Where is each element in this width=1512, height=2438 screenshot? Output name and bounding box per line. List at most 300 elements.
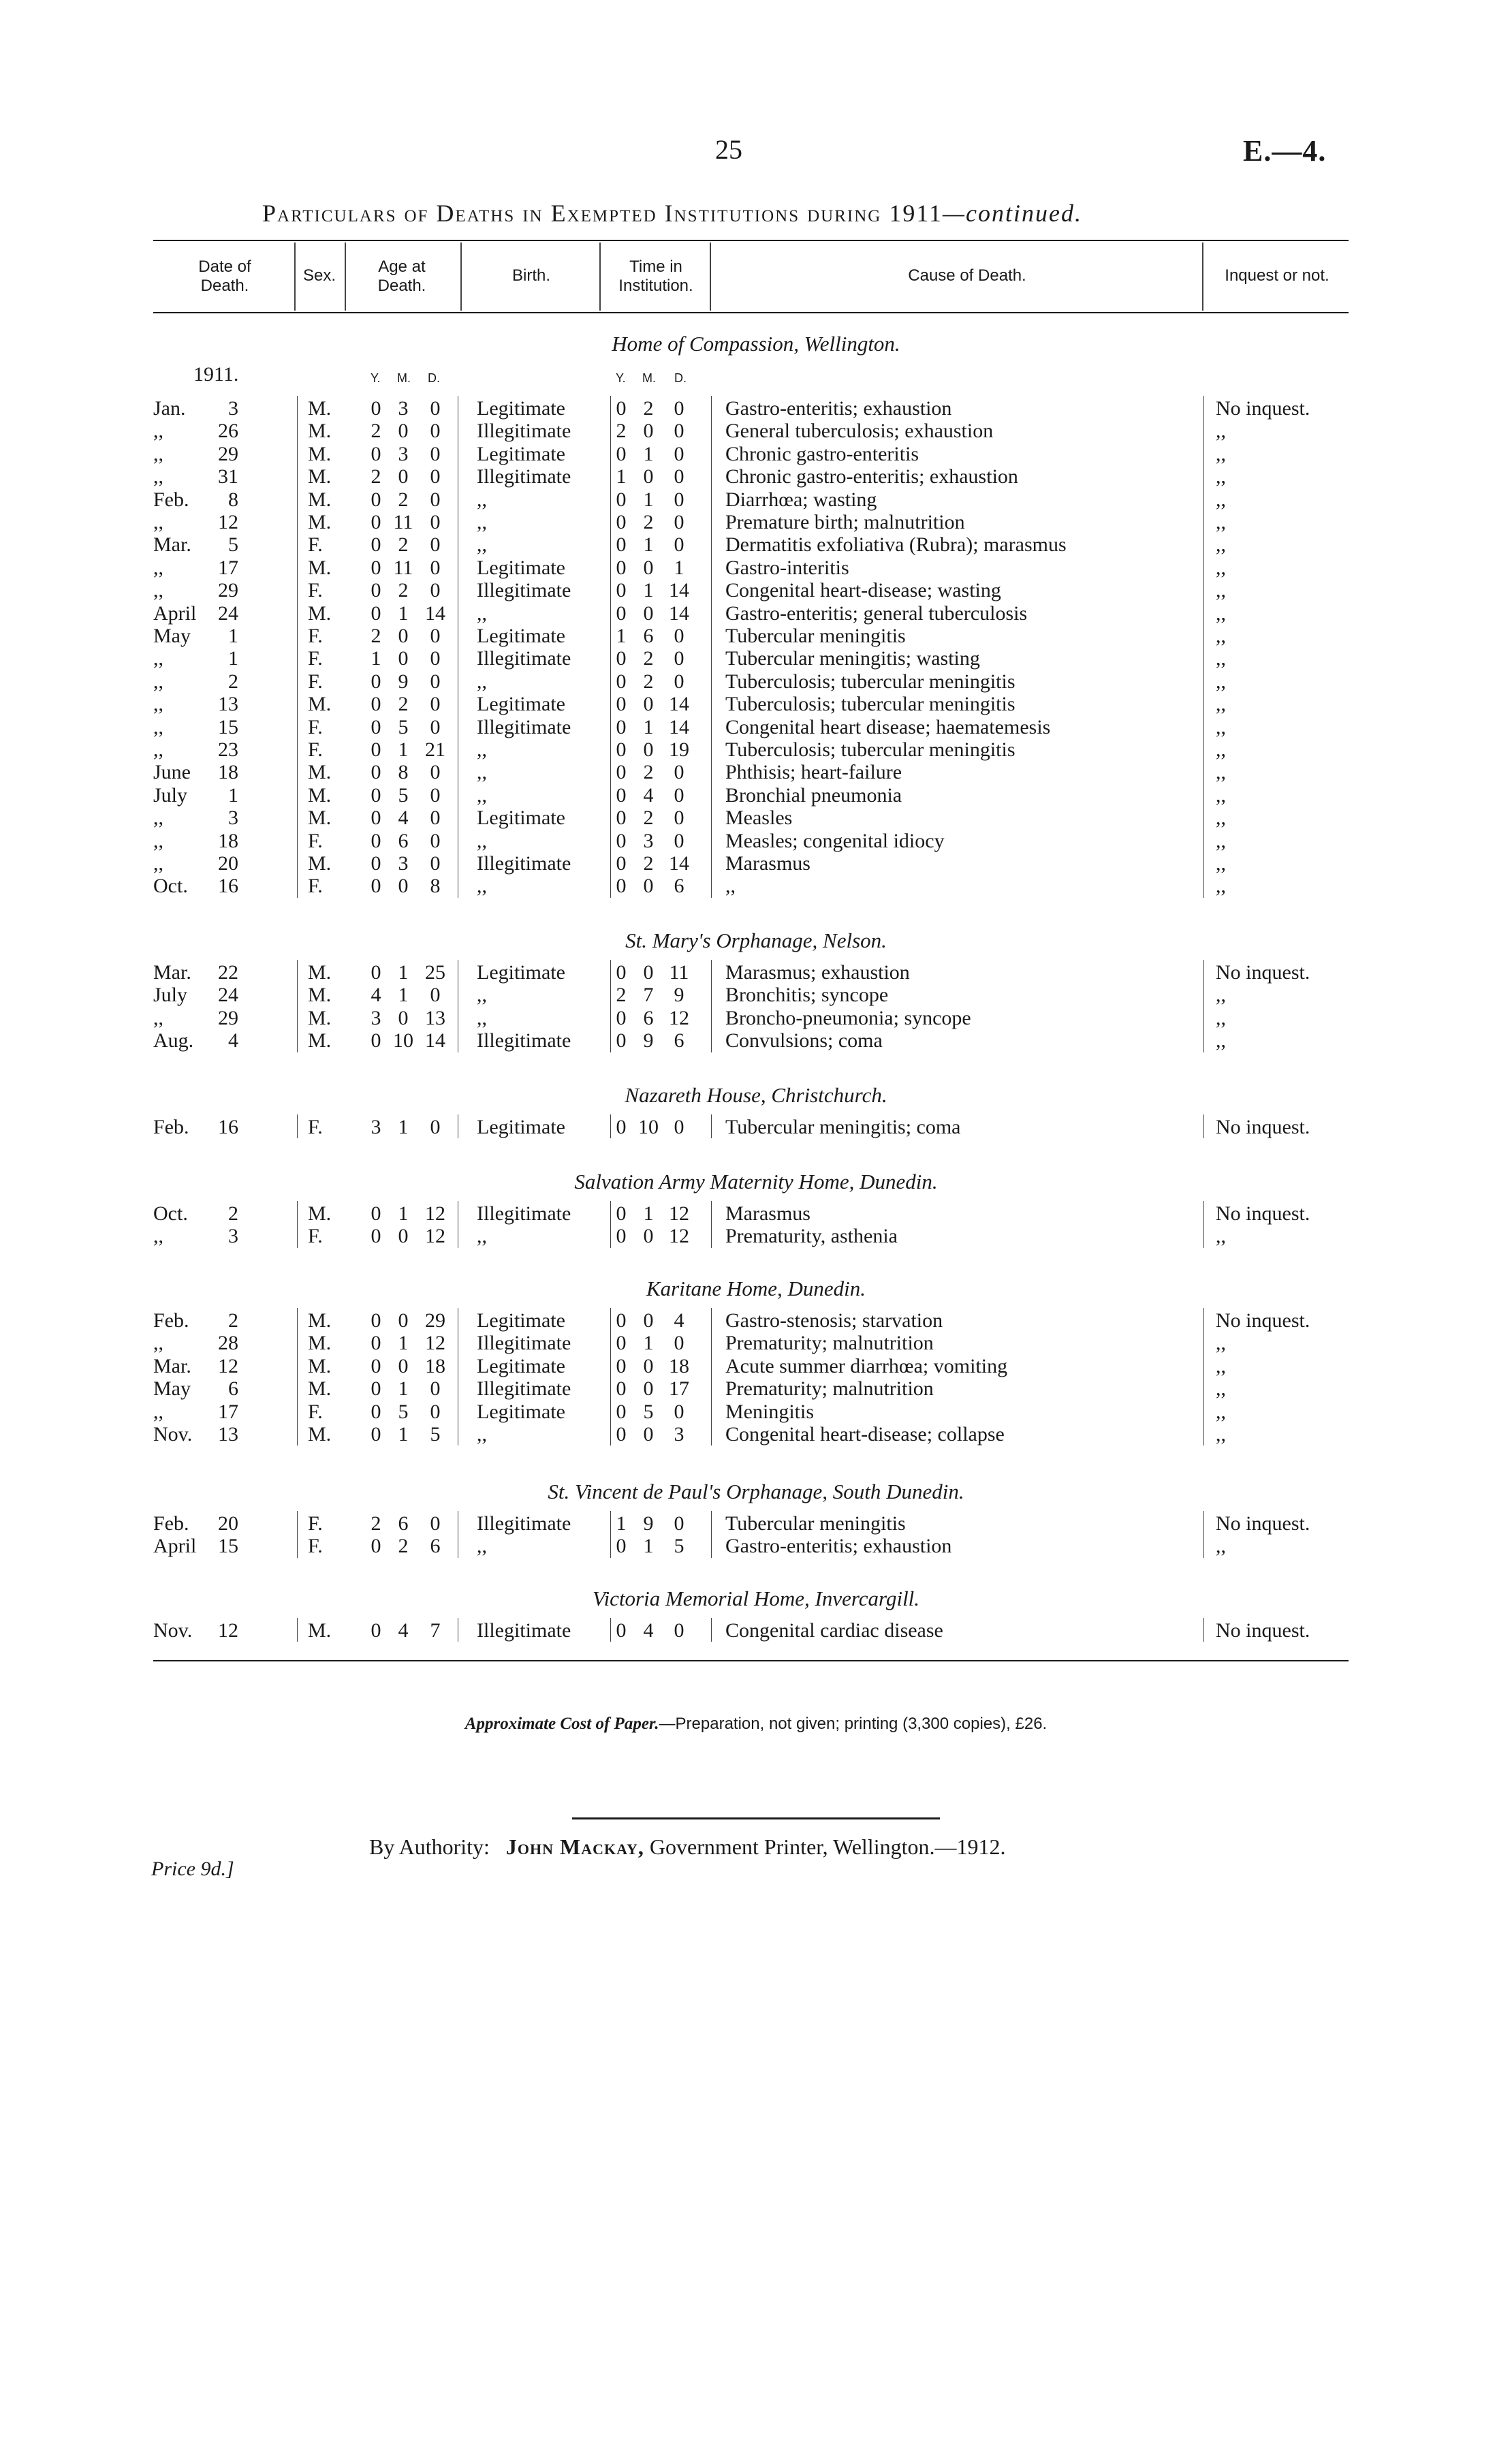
age-months: 6 bbox=[398, 829, 409, 852]
cause-cell: Congenital heart-disease; wasting bbox=[725, 579, 1001, 602]
cause-cell: Marasmus bbox=[725, 1202, 810, 1225]
time-m-label: M. bbox=[642, 371, 656, 385]
age-days: 0 bbox=[430, 579, 441, 602]
death-month: ,, bbox=[153, 442, 163, 465]
sex-cell: F. bbox=[308, 579, 323, 602]
death-month: May bbox=[153, 1377, 191, 1401]
time-years: 0 bbox=[616, 511, 627, 533]
age-years: 0 bbox=[371, 397, 381, 420]
cause-cell: ,, bbox=[725, 875, 736, 898]
authority-name: John Mackay, bbox=[505, 1834, 644, 1859]
age-years: 2 bbox=[371, 1512, 381, 1535]
age-months: 1 bbox=[398, 1202, 409, 1225]
time-months: 1 bbox=[643, 1535, 654, 1558]
cause-cell: General tuberculosis; exhaustion bbox=[725, 420, 994, 443]
birth-cell: Legitimate bbox=[477, 442, 565, 465]
age-years: 0 bbox=[371, 1309, 381, 1332]
inquest-cell: ,, bbox=[1216, 625, 1226, 647]
time-years: 0 bbox=[616, 1332, 627, 1355]
cause-cell: Tubercular meningitis; wasting bbox=[725, 647, 980, 670]
age-years: 0 bbox=[371, 1332, 381, 1355]
birth-cell: ,, bbox=[477, 533, 487, 557]
time-years: 0 bbox=[616, 852, 627, 875]
time-months: 0 bbox=[643, 1309, 654, 1332]
age-days: 0 bbox=[430, 829, 441, 852]
time-years: 1 bbox=[616, 1512, 627, 1535]
age-days: 0 bbox=[430, 761, 441, 784]
sex-cell: M. bbox=[308, 442, 332, 465]
table-row bbox=[0, 761, 1512, 783]
age-years: 0 bbox=[371, 579, 381, 602]
time-days: 0 bbox=[674, 1116, 684, 1138]
time-months: 0 bbox=[643, 420, 654, 443]
death-day: 8 bbox=[228, 488, 238, 511]
inquest-cell: ,, bbox=[1216, 984, 1226, 1007]
sex-cell: M. bbox=[308, 488, 332, 511]
age-days: 14 bbox=[425, 601, 445, 625]
cause-cell: Gastro-enteritis; exhaustion bbox=[725, 1535, 952, 1558]
time-months: 1 bbox=[643, 442, 654, 465]
time-days: 0 bbox=[674, 465, 684, 488]
inquest-cell: ,, bbox=[1216, 420, 1226, 443]
inquest-cell: ,, bbox=[1216, 783, 1226, 807]
time-days: 11 bbox=[669, 961, 689, 984]
table-row bbox=[0, 1202, 1512, 1225]
time-months: 0 bbox=[643, 1423, 654, 1445]
sex-cell: M. bbox=[308, 961, 332, 984]
cause-cell: Gastro-enteritis; general tuberculosis bbox=[725, 601, 1028, 625]
time-months: 2 bbox=[643, 761, 654, 784]
sex-cell: F. bbox=[308, 625, 323, 647]
time-days: 3 bbox=[674, 1423, 684, 1445]
age-days: 25 bbox=[425, 961, 445, 984]
age-months: 0 bbox=[398, 625, 409, 647]
sex-cell: F. bbox=[308, 647, 323, 670]
birth-cell: Legitimate bbox=[477, 693, 565, 716]
sex-cell: M. bbox=[308, 783, 332, 807]
death-month: ,, bbox=[153, 807, 163, 830]
age-months: 6 bbox=[398, 1512, 409, 1535]
death-day: 24 bbox=[218, 984, 238, 1007]
age-days: 0 bbox=[430, 783, 441, 807]
birth-cell: Legitimate bbox=[477, 807, 565, 830]
cause-cell: Acute summer diarrhœa; vomiting bbox=[725, 1354, 1008, 1377]
header-age: Age at Death. bbox=[377, 257, 426, 295]
time-days: 0 bbox=[674, 511, 684, 533]
table-row bbox=[0, 670, 1512, 693]
sex-cell: M. bbox=[308, 420, 332, 443]
table-row bbox=[0, 1423, 1512, 1445]
age-years: 0 bbox=[371, 783, 381, 807]
cause-cell: Tubercular meningitis bbox=[725, 625, 906, 647]
inquest-cell: ,, bbox=[1216, 852, 1226, 875]
birth-cell: Legitimate bbox=[477, 556, 565, 579]
age-years: 0 bbox=[371, 488, 381, 511]
authority-suffix: Government Printer, Wellington.—1912. bbox=[649, 1834, 1006, 1859]
time-years: 2 bbox=[616, 984, 627, 1007]
time-years: 0 bbox=[616, 1029, 627, 1052]
time-years: 1 bbox=[616, 465, 627, 488]
birth-cell: ,, bbox=[477, 783, 487, 807]
age-months: 0 bbox=[398, 647, 409, 670]
age-months: 3 bbox=[398, 442, 409, 465]
birth-cell: Illegitimate bbox=[477, 1619, 571, 1642]
inquest-cell: ,, bbox=[1216, 1006, 1226, 1029]
time-years: 0 bbox=[616, 1423, 627, 1445]
time-years: 0 bbox=[616, 1535, 627, 1558]
age-days: 0 bbox=[430, 1116, 441, 1138]
table-row bbox=[0, 465, 1512, 488]
table-row bbox=[0, 625, 1512, 647]
time-months: 1 bbox=[643, 1332, 654, 1355]
death-month: Mar. bbox=[153, 1354, 191, 1377]
table-bottom-rule bbox=[153, 1660, 1349, 1661]
table-row bbox=[0, 875, 1512, 897]
time-years: 0 bbox=[616, 1354, 627, 1377]
age-years: 0 bbox=[371, 738, 381, 761]
table-row bbox=[0, 602, 1512, 625]
time-days: 0 bbox=[674, 1512, 684, 1535]
inquest-cell: ,, bbox=[1216, 1354, 1226, 1377]
sex-cell: M. bbox=[308, 1377, 332, 1401]
inquest-cell: ,, bbox=[1216, 556, 1226, 579]
death-month: ,, bbox=[153, 647, 163, 670]
death-month: ,, bbox=[153, 829, 163, 852]
birth-cell: Illegitimate bbox=[477, 420, 571, 443]
sex-cell: F. bbox=[308, 875, 323, 898]
table-row bbox=[0, 511, 1512, 533]
cost-note bbox=[0, 1715, 1512, 1734]
institution-title: St. Vincent de Paul's Orphanage, South Dunedin. bbox=[548, 1480, 964, 1503]
death-month: Mar. bbox=[153, 961, 191, 984]
time-days: 14 bbox=[669, 852, 689, 875]
inquest-cell: ,, bbox=[1216, 1400, 1226, 1423]
death-day: 16 bbox=[218, 1116, 238, 1138]
time-months: 0 bbox=[643, 1354, 654, 1377]
time-days: 0 bbox=[674, 420, 684, 443]
age-days: 0 bbox=[430, 465, 441, 488]
inquest-cell: ,, bbox=[1216, 579, 1226, 602]
death-month: Mar. bbox=[153, 533, 191, 557]
age-months: 0 bbox=[398, 875, 409, 898]
header-divider bbox=[1202, 243, 1203, 311]
death-month: April bbox=[153, 601, 197, 625]
inquest-cell: ,, bbox=[1216, 1225, 1226, 1248]
time-months: 1 bbox=[643, 533, 654, 557]
sex-cell: F. bbox=[308, 829, 323, 852]
cause-cell: Marasmus; exhaustion bbox=[725, 961, 910, 984]
inquest-cell: ,, bbox=[1216, 465, 1226, 488]
header-sex: Sex. bbox=[302, 266, 336, 285]
time-years: 0 bbox=[616, 1377, 627, 1401]
age-years: 0 bbox=[371, 1423, 381, 1445]
cause-cell: Measles; congenital idiocy bbox=[725, 829, 945, 852]
sex-cell: M. bbox=[308, 1029, 332, 1052]
age-years: 0 bbox=[371, 1535, 381, 1558]
sex-cell: M. bbox=[308, 1332, 332, 1355]
time-years: 0 bbox=[616, 1225, 627, 1248]
death-month: Oct. bbox=[153, 1202, 188, 1225]
inquest-cell: No inquest. bbox=[1216, 1309, 1310, 1332]
age-days: 8 bbox=[430, 875, 441, 898]
time-years: 0 bbox=[616, 579, 627, 602]
table-row bbox=[0, 807, 1512, 829]
death-day: 12 bbox=[218, 1354, 238, 1377]
inquest-cell: No inquest. bbox=[1216, 961, 1310, 984]
sex-cell: F. bbox=[308, 1535, 323, 1558]
age-months: 0 bbox=[398, 1309, 409, 1332]
time-months: 0 bbox=[643, 693, 654, 716]
time-years: 0 bbox=[616, 829, 627, 852]
death-month: Feb. bbox=[153, 1512, 189, 1535]
cause-cell: Bronchial pneumonia bbox=[725, 783, 902, 807]
time-days: 0 bbox=[674, 1400, 684, 1423]
sex-cell: M. bbox=[308, 693, 332, 716]
cause-cell: Diarrhœa; wasting bbox=[725, 488, 877, 511]
time-years: 0 bbox=[616, 1309, 627, 1332]
time-days: 4 bbox=[674, 1309, 684, 1332]
time-months: 1 bbox=[643, 579, 654, 602]
inquest-cell: ,, bbox=[1216, 601, 1226, 625]
death-month: Oct. bbox=[153, 875, 188, 898]
death-day: 31 bbox=[218, 465, 238, 488]
cause-cell: Gastro-enteritis; exhaustion bbox=[725, 397, 952, 420]
inquest-cell: ,, bbox=[1216, 807, 1226, 830]
death-day: 29 bbox=[218, 1006, 238, 1029]
inquest-cell: ,, bbox=[1216, 1535, 1226, 1558]
time-days: 14 bbox=[669, 715, 689, 738]
table-row bbox=[0, 852, 1512, 875]
death-day: 2 bbox=[228, 670, 238, 693]
header-divider bbox=[710, 243, 711, 311]
time-years: 0 bbox=[616, 1006, 627, 1029]
death-day: 1 bbox=[228, 647, 238, 670]
table-row bbox=[0, 557, 1512, 579]
inquest-cell: ,, bbox=[1216, 670, 1226, 693]
time-y-label: Y. bbox=[616, 371, 626, 385]
table-row bbox=[0, 784, 1512, 807]
death-day: 3 bbox=[228, 807, 238, 830]
time-months: 1 bbox=[643, 488, 654, 511]
death-day: 13 bbox=[218, 1423, 238, 1445]
cause-cell: Tuberculosis; tubercular meningitis bbox=[725, 670, 1015, 693]
age-months: 4 bbox=[398, 1619, 409, 1642]
time-days: 0 bbox=[674, 783, 684, 807]
cause-cell: Congenital heart disease; haematemesis bbox=[725, 715, 1051, 738]
age-months: 10 bbox=[393, 1029, 413, 1052]
age-months: 1 bbox=[398, 1332, 409, 1355]
cause-cell: Congenital heart-disease; collapse bbox=[725, 1423, 1005, 1445]
table-row bbox=[0, 1535, 1512, 1557]
sex-cell: M. bbox=[308, 807, 332, 830]
sex-cell: M. bbox=[308, 465, 332, 488]
table-row bbox=[0, 1225, 1512, 1247]
inquest-cell: ,, bbox=[1216, 1377, 1226, 1401]
age-years: 0 bbox=[371, 807, 381, 830]
page-title bbox=[262, 199, 1082, 228]
cause-cell: Gastro-stenosis; starvation bbox=[725, 1309, 943, 1332]
death-month: May bbox=[153, 625, 191, 647]
age-months: 11 bbox=[393, 556, 413, 579]
death-month: July bbox=[153, 783, 188, 807]
age-years: 1 bbox=[371, 647, 381, 670]
age-years: 0 bbox=[371, 1202, 381, 1225]
sex-cell: M. bbox=[308, 1423, 332, 1445]
institution-title: Karitane Home, Dunedin. bbox=[646, 1277, 866, 1300]
birth-cell: Illegitimate bbox=[477, 647, 571, 670]
death-day: 16 bbox=[218, 875, 238, 898]
age-days: 6 bbox=[430, 1535, 441, 1558]
death-month: ,, bbox=[153, 1400, 163, 1423]
death-month: Feb. bbox=[153, 1116, 189, 1138]
time-years: 0 bbox=[616, 533, 627, 557]
age-months: 2 bbox=[398, 693, 409, 716]
age-years: 0 bbox=[371, 961, 381, 984]
age-years: 3 bbox=[371, 1116, 381, 1138]
age-days: 7 bbox=[430, 1619, 441, 1642]
table-row bbox=[0, 488, 1512, 511]
time-years: 0 bbox=[616, 601, 627, 625]
death-day: 20 bbox=[218, 852, 238, 875]
time-days: 9 bbox=[674, 984, 684, 1007]
cause-cell: Broncho-pneumonia; syncope bbox=[725, 1006, 971, 1029]
time-years: 0 bbox=[616, 1400, 627, 1423]
death-day: 5 bbox=[228, 533, 238, 557]
age-years: 0 bbox=[371, 1377, 381, 1401]
age-days: 29 bbox=[425, 1309, 445, 1332]
time-years: 0 bbox=[616, 1116, 627, 1138]
death-month: ,, bbox=[153, 420, 163, 443]
cause-cell: Chronic gastro-enteritis; exhaustion bbox=[725, 465, 1018, 488]
age-years: 2 bbox=[371, 625, 381, 647]
death-day: 18 bbox=[218, 761, 238, 784]
sex-cell: M. bbox=[308, 761, 332, 784]
table-row bbox=[0, 1029, 1512, 1052]
time-months: 0 bbox=[643, 738, 654, 761]
death-month: ,, bbox=[153, 852, 163, 875]
time-months: 5 bbox=[643, 1400, 654, 1423]
age-days: 0 bbox=[430, 533, 441, 557]
inquest-cell: ,, bbox=[1216, 738, 1226, 761]
death-day: 1 bbox=[228, 783, 238, 807]
death-month: ,, bbox=[153, 465, 163, 488]
time-months: 0 bbox=[643, 875, 654, 898]
age-years: 0 bbox=[371, 693, 381, 716]
cause-cell: Dermatitis exfoliativa (Rubra); marasmus bbox=[725, 533, 1067, 557]
age-years: 0 bbox=[371, 1354, 381, 1377]
age-years: 0 bbox=[371, 670, 381, 693]
sex-cell: F. bbox=[308, 715, 323, 738]
age-years: 0 bbox=[371, 761, 381, 784]
death-day: 3 bbox=[228, 1225, 238, 1248]
cause-cell: Gastro-interitis bbox=[725, 556, 849, 579]
time-days: 14 bbox=[669, 579, 689, 602]
age-days: 0 bbox=[430, 442, 441, 465]
age-months: 1 bbox=[398, 1423, 409, 1445]
time-months: 0 bbox=[643, 465, 654, 488]
death-month: ,, bbox=[153, 1006, 163, 1029]
header-birth: Birth. bbox=[511, 266, 550, 285]
birth-cell: Illegitimate bbox=[477, 579, 571, 602]
age-years: 0 bbox=[371, 875, 381, 898]
sex-cell: M. bbox=[308, 511, 332, 533]
birth-cell: Illegitimate bbox=[477, 465, 571, 488]
age-months: 2 bbox=[398, 579, 409, 602]
age-years: 0 bbox=[371, 1400, 381, 1423]
birth-cell: Illegitimate bbox=[477, 1332, 571, 1355]
institution-title: St. Mary's Orphanage, Nelson. bbox=[625, 928, 887, 952]
cause-cell: Marasmus bbox=[725, 852, 810, 875]
age-months: 0 bbox=[398, 465, 409, 488]
time-years: 1 bbox=[616, 625, 627, 647]
time-years: 0 bbox=[616, 442, 627, 465]
time-years: 0 bbox=[616, 1619, 627, 1642]
time-years: 2 bbox=[616, 420, 627, 443]
inquest-cell: ,, bbox=[1216, 875, 1226, 898]
birth-cell: ,, bbox=[477, 1225, 487, 1248]
sex-cell: M. bbox=[308, 556, 332, 579]
time-months: 0 bbox=[643, 1377, 654, 1401]
time-days: 0 bbox=[674, 442, 684, 465]
time-days: 1 bbox=[674, 556, 684, 579]
birth-cell: Illegitimate bbox=[477, 1512, 571, 1535]
sex-cell: M. bbox=[308, 1619, 332, 1642]
cause-cell: Convulsions; coma bbox=[725, 1029, 883, 1052]
death-month: Jan. bbox=[153, 397, 186, 420]
title-suffix: —continued. bbox=[943, 200, 1082, 227]
age-y-label: Y. bbox=[371, 371, 381, 385]
time-years: 0 bbox=[616, 670, 627, 693]
age-days: 0 bbox=[430, 693, 441, 716]
time-days: 17 bbox=[669, 1377, 689, 1401]
time-days: 0 bbox=[674, 397, 684, 420]
age-years: 0 bbox=[371, 715, 381, 738]
death-day: 24 bbox=[218, 601, 238, 625]
birth-cell: Legitimate bbox=[477, 961, 565, 984]
age-days: 12 bbox=[425, 1225, 445, 1248]
death-month: ,, bbox=[153, 1332, 163, 1355]
age-months: 1 bbox=[398, 1377, 409, 1401]
sex-cell: M. bbox=[308, 601, 332, 625]
inquest-cell: ,, bbox=[1216, 693, 1226, 716]
inquest-cell: ,, bbox=[1216, 1332, 1226, 1355]
time-months: 2 bbox=[643, 397, 654, 420]
table-header-rule bbox=[153, 312, 1349, 313]
age-months: 5 bbox=[398, 715, 409, 738]
sex-cell: M. bbox=[308, 1202, 332, 1225]
time-months: 2 bbox=[643, 670, 654, 693]
birth-cell: Legitimate bbox=[477, 1116, 565, 1138]
death-day: 26 bbox=[218, 420, 238, 443]
age-days: 0 bbox=[430, 647, 441, 670]
birth-cell: Illegitimate bbox=[477, 1202, 571, 1225]
time-days: 12 bbox=[669, 1006, 689, 1029]
time-months: 4 bbox=[643, 783, 654, 807]
institution-title: Nazareth House, Christchurch. bbox=[625, 1083, 887, 1107]
time-days: 5 bbox=[674, 1535, 684, 1558]
time-years: 0 bbox=[616, 807, 627, 830]
table-row bbox=[0, 533, 1512, 556]
birth-cell: ,, bbox=[477, 1423, 487, 1445]
time-days: 19 bbox=[669, 738, 689, 761]
age-years: 2 bbox=[371, 465, 381, 488]
inquest-cell: No inquest. bbox=[1216, 1116, 1310, 1138]
death-day: 18 bbox=[218, 829, 238, 852]
institution-title: Salvation Army Maternity Home, Dunedin. bbox=[574, 1170, 938, 1193]
age-months: 2 bbox=[398, 488, 409, 511]
sex-cell: M. bbox=[308, 984, 332, 1007]
time-days: 6 bbox=[674, 875, 684, 898]
